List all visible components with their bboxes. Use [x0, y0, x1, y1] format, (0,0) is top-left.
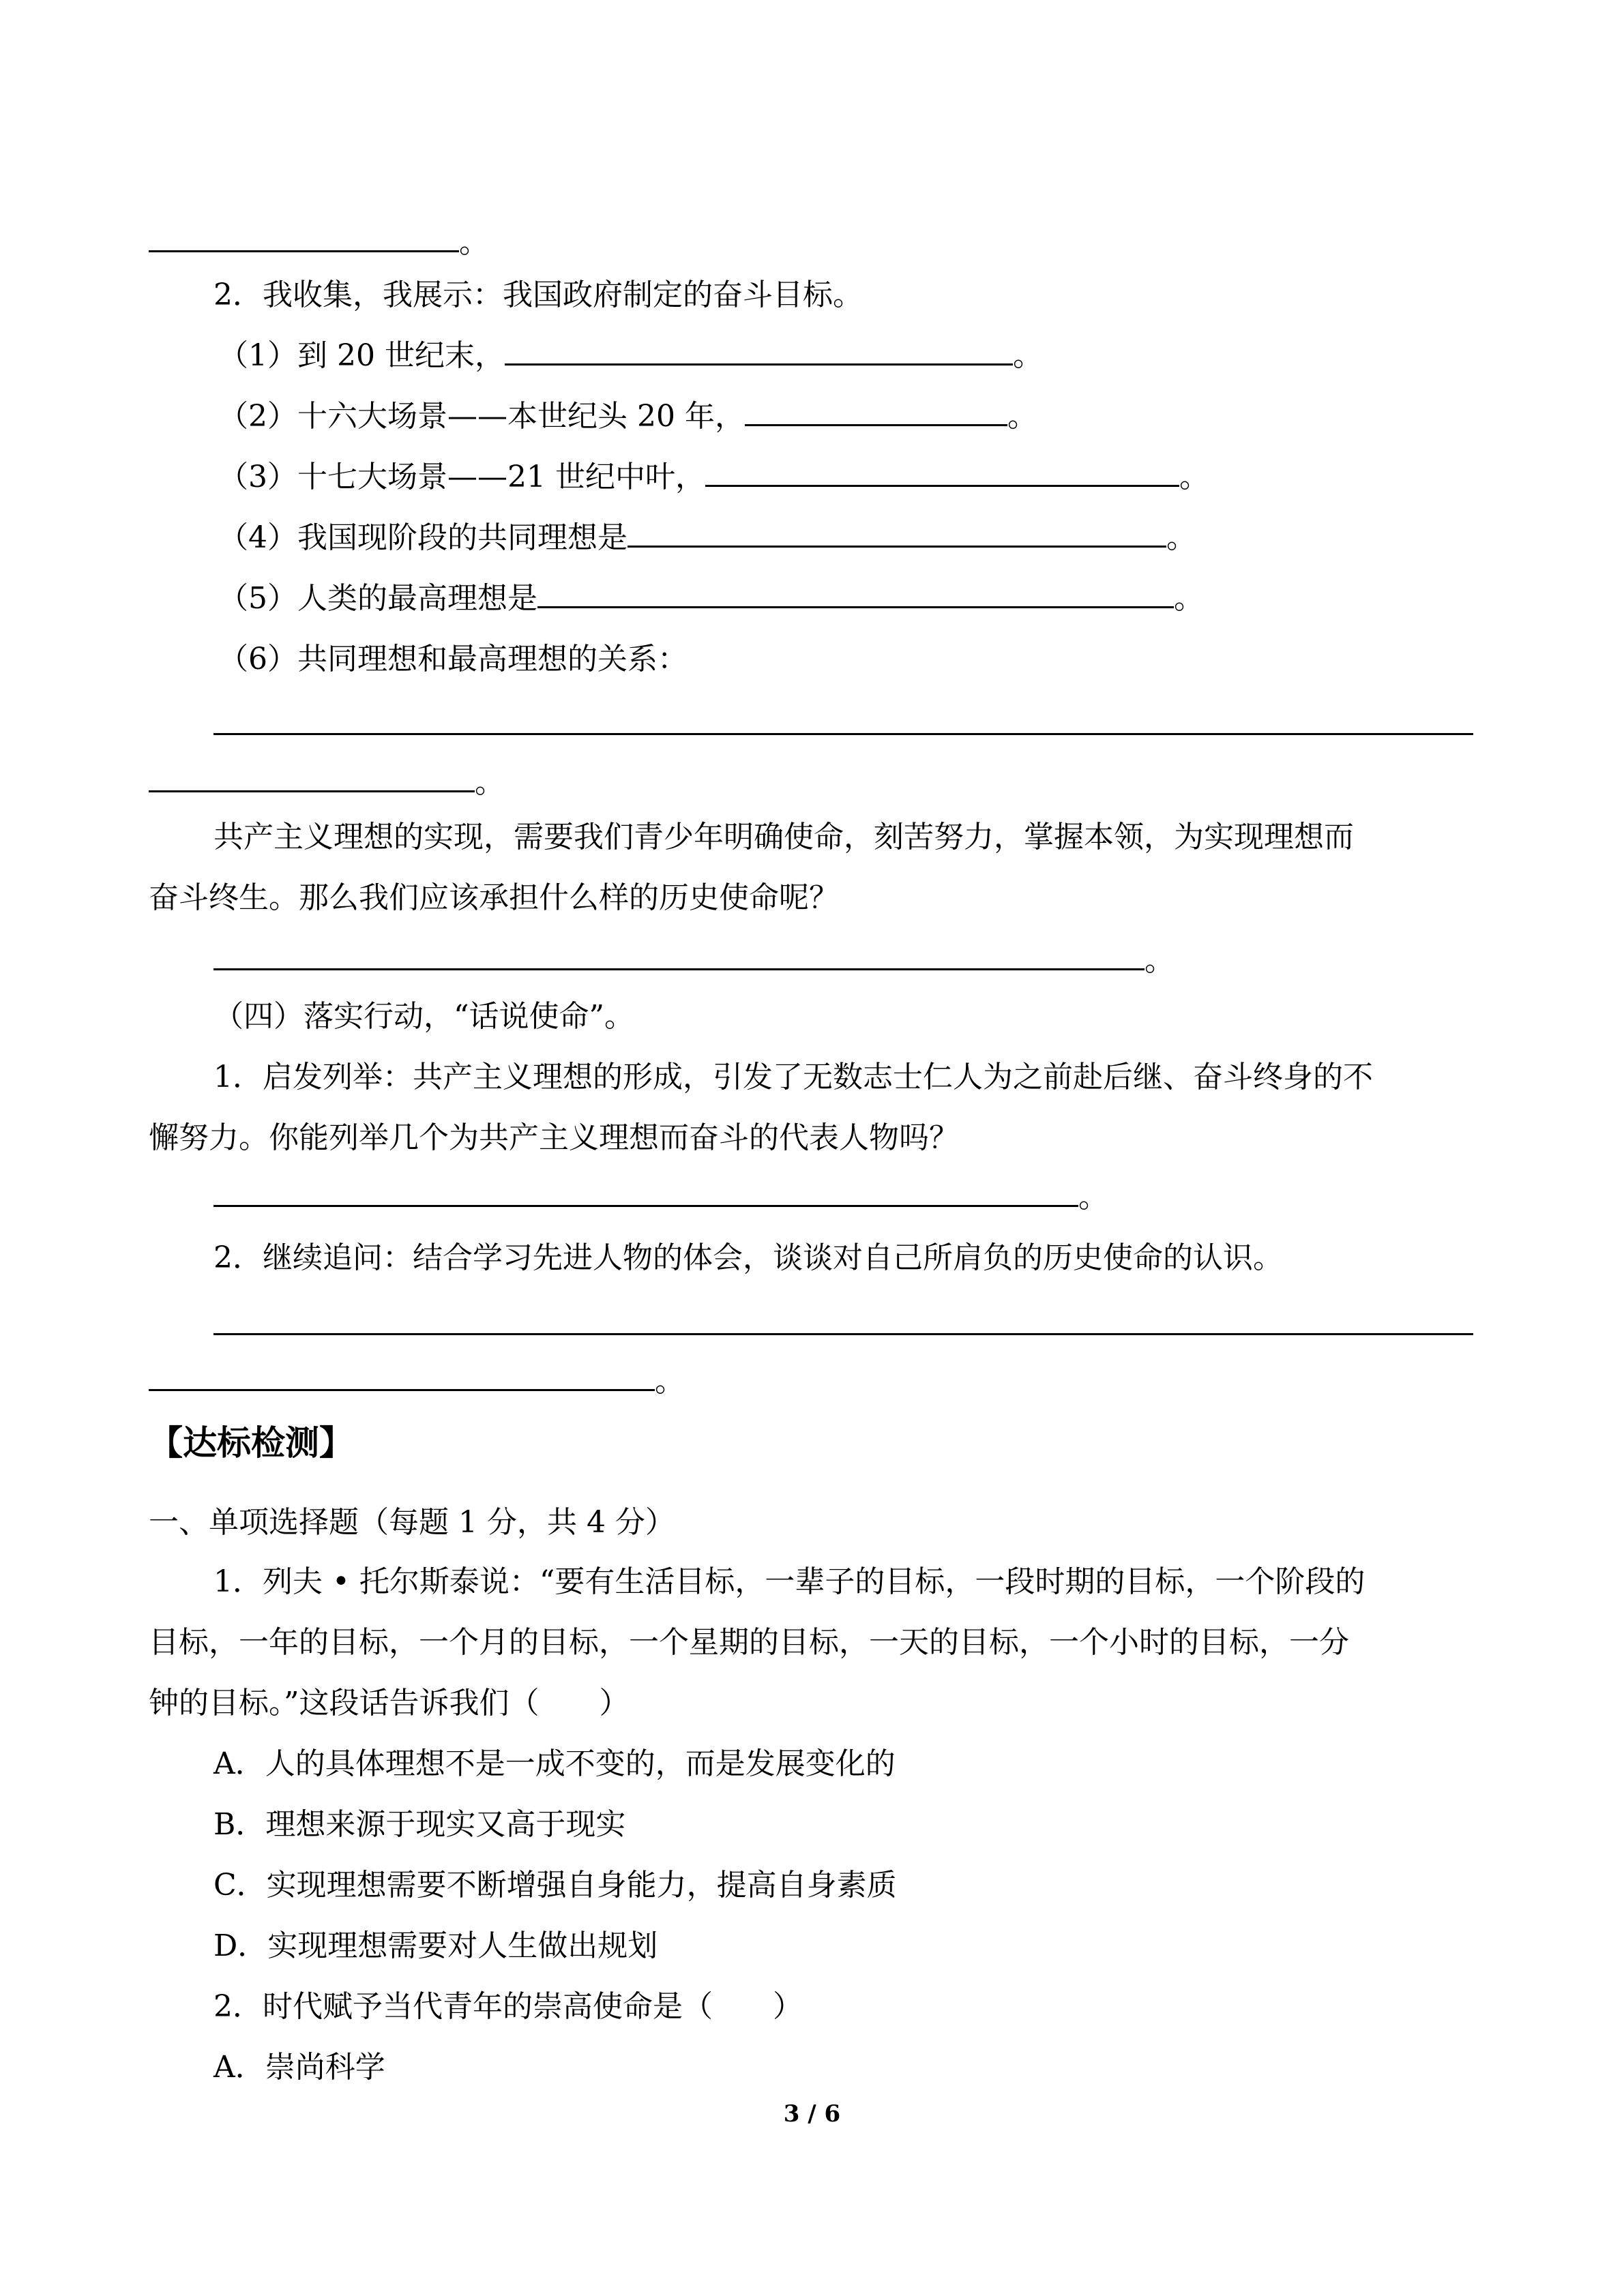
option-a[interactable]: A．崇尚科学	[213, 2050, 385, 2085]
page-number: 3 / 6	[783, 2100, 841, 2128]
answer-line[interactable]: 。	[213, 942, 1175, 980]
answer-blank[interactable]	[149, 766, 475, 792]
answer-blank[interactable]	[213, 1180, 1078, 1207]
answer-line[interactable]	[213, 733, 1473, 735]
option-c[interactable]: C．实现理想需要不断增强自身能力，提高自身素质	[213, 1868, 897, 1903]
goal-item-5: （5）人类的最高理想是 。	[218, 581, 1204, 616]
question-2: 2．时代赋予当代青年的崇高使命是（ ）	[213, 1989, 803, 2024]
answer-blank[interactable]	[149, 226, 459, 252]
answer-blank[interactable]	[149, 1365, 655, 1391]
option-d[interactable]: D．实现理想需要对人生做出规划	[213, 1928, 658, 1963]
action-title: （四）落实行动，“话说使命”。	[213, 999, 634, 1034]
action-q2: 2．继续追问：结合学习先进人物的体会，谈谈对自己所肩负的历史使命的认识。	[213, 1240, 1283, 1275]
question-1-line-3: 钟的目标。”这段话告诉我们（ ）	[149, 1686, 630, 1720]
period: 。	[459, 225, 489, 260]
mission-intro-line-1: 共产主义理想的实现，需要我们青少年明确使命，刻苦努力，掌握本领，为实现理想而	[213, 820, 1354, 854]
answer-blank[interactable]	[537, 582, 1174, 608]
answer-blank[interactable]	[705, 460, 1179, 487]
section-title: 一、单项选择题（每题 1 分，共 4 分）	[149, 1505, 675, 1540]
answer-line[interactable]	[149, 224, 489, 262]
action-q1-line-1: 1．启发列举：共产主义理想的形成，引发了无数志士仁人为之前赴后继、奋斗终身的不	[213, 1060, 1373, 1094]
answer-blank[interactable]	[213, 944, 1145, 970]
mission-intro-line-2: 奋斗终生。那么我们应该承担什么样的历史使命呢？	[149, 880, 839, 915]
answer-blank[interactable]	[505, 339, 1013, 366]
option-b[interactable]: B．理想来源于现实又高于现实	[213, 1807, 626, 1842]
answer-blank[interactable]	[628, 521, 1166, 548]
answer-line[interactable]	[213, 1333, 1473, 1335]
option-a[interactable]: A．人的具体理想不是一成不变的，而是发展变化的	[213, 1746, 896, 1781]
goal-item-4: （4）我国现阶段的共同理想是 。	[218, 520, 1196, 555]
goal-item-1: （1）到 20 世纪末， 。	[218, 338, 1043, 373]
answer-line[interactable]: 。	[149, 764, 505, 802]
goal-item-3: （3）十七大场景——21 世纪中叶， 。	[218, 460, 1209, 494]
answer-line[interactable]: 。	[149, 1362, 685, 1401]
goal-item-6: （6）共同理想和最高理想的关系：	[218, 642, 688, 676]
goal-item-2: （2）十六大场景——本世纪头 20 年， 。	[218, 399, 1037, 434]
question-1-line-1: 1．列夫 • 托尔斯泰说：“要有生活目标，一辈子的目标，一段时期的目标，一个阶段的	[213, 1564, 1365, 1599]
answer-blank[interactable]	[745, 400, 1007, 426]
action-q1-line-2: 懈努力。你能列举几个为共产主义理想而奋斗的代表人物吗？	[149, 1120, 959, 1155]
goals-title: 2．我收集，我展示：我国政府制定的奋斗目标。	[213, 278, 863, 312]
question-1-line-2: 目标，一年的目标，一个月的目标，一个星期的目标，一天的目标，一个小时的目标，一分	[149, 1625, 1349, 1660]
section-heading: 【达标检测】	[149, 1422, 353, 1463]
answer-line[interactable]: 。	[213, 1178, 1108, 1217]
